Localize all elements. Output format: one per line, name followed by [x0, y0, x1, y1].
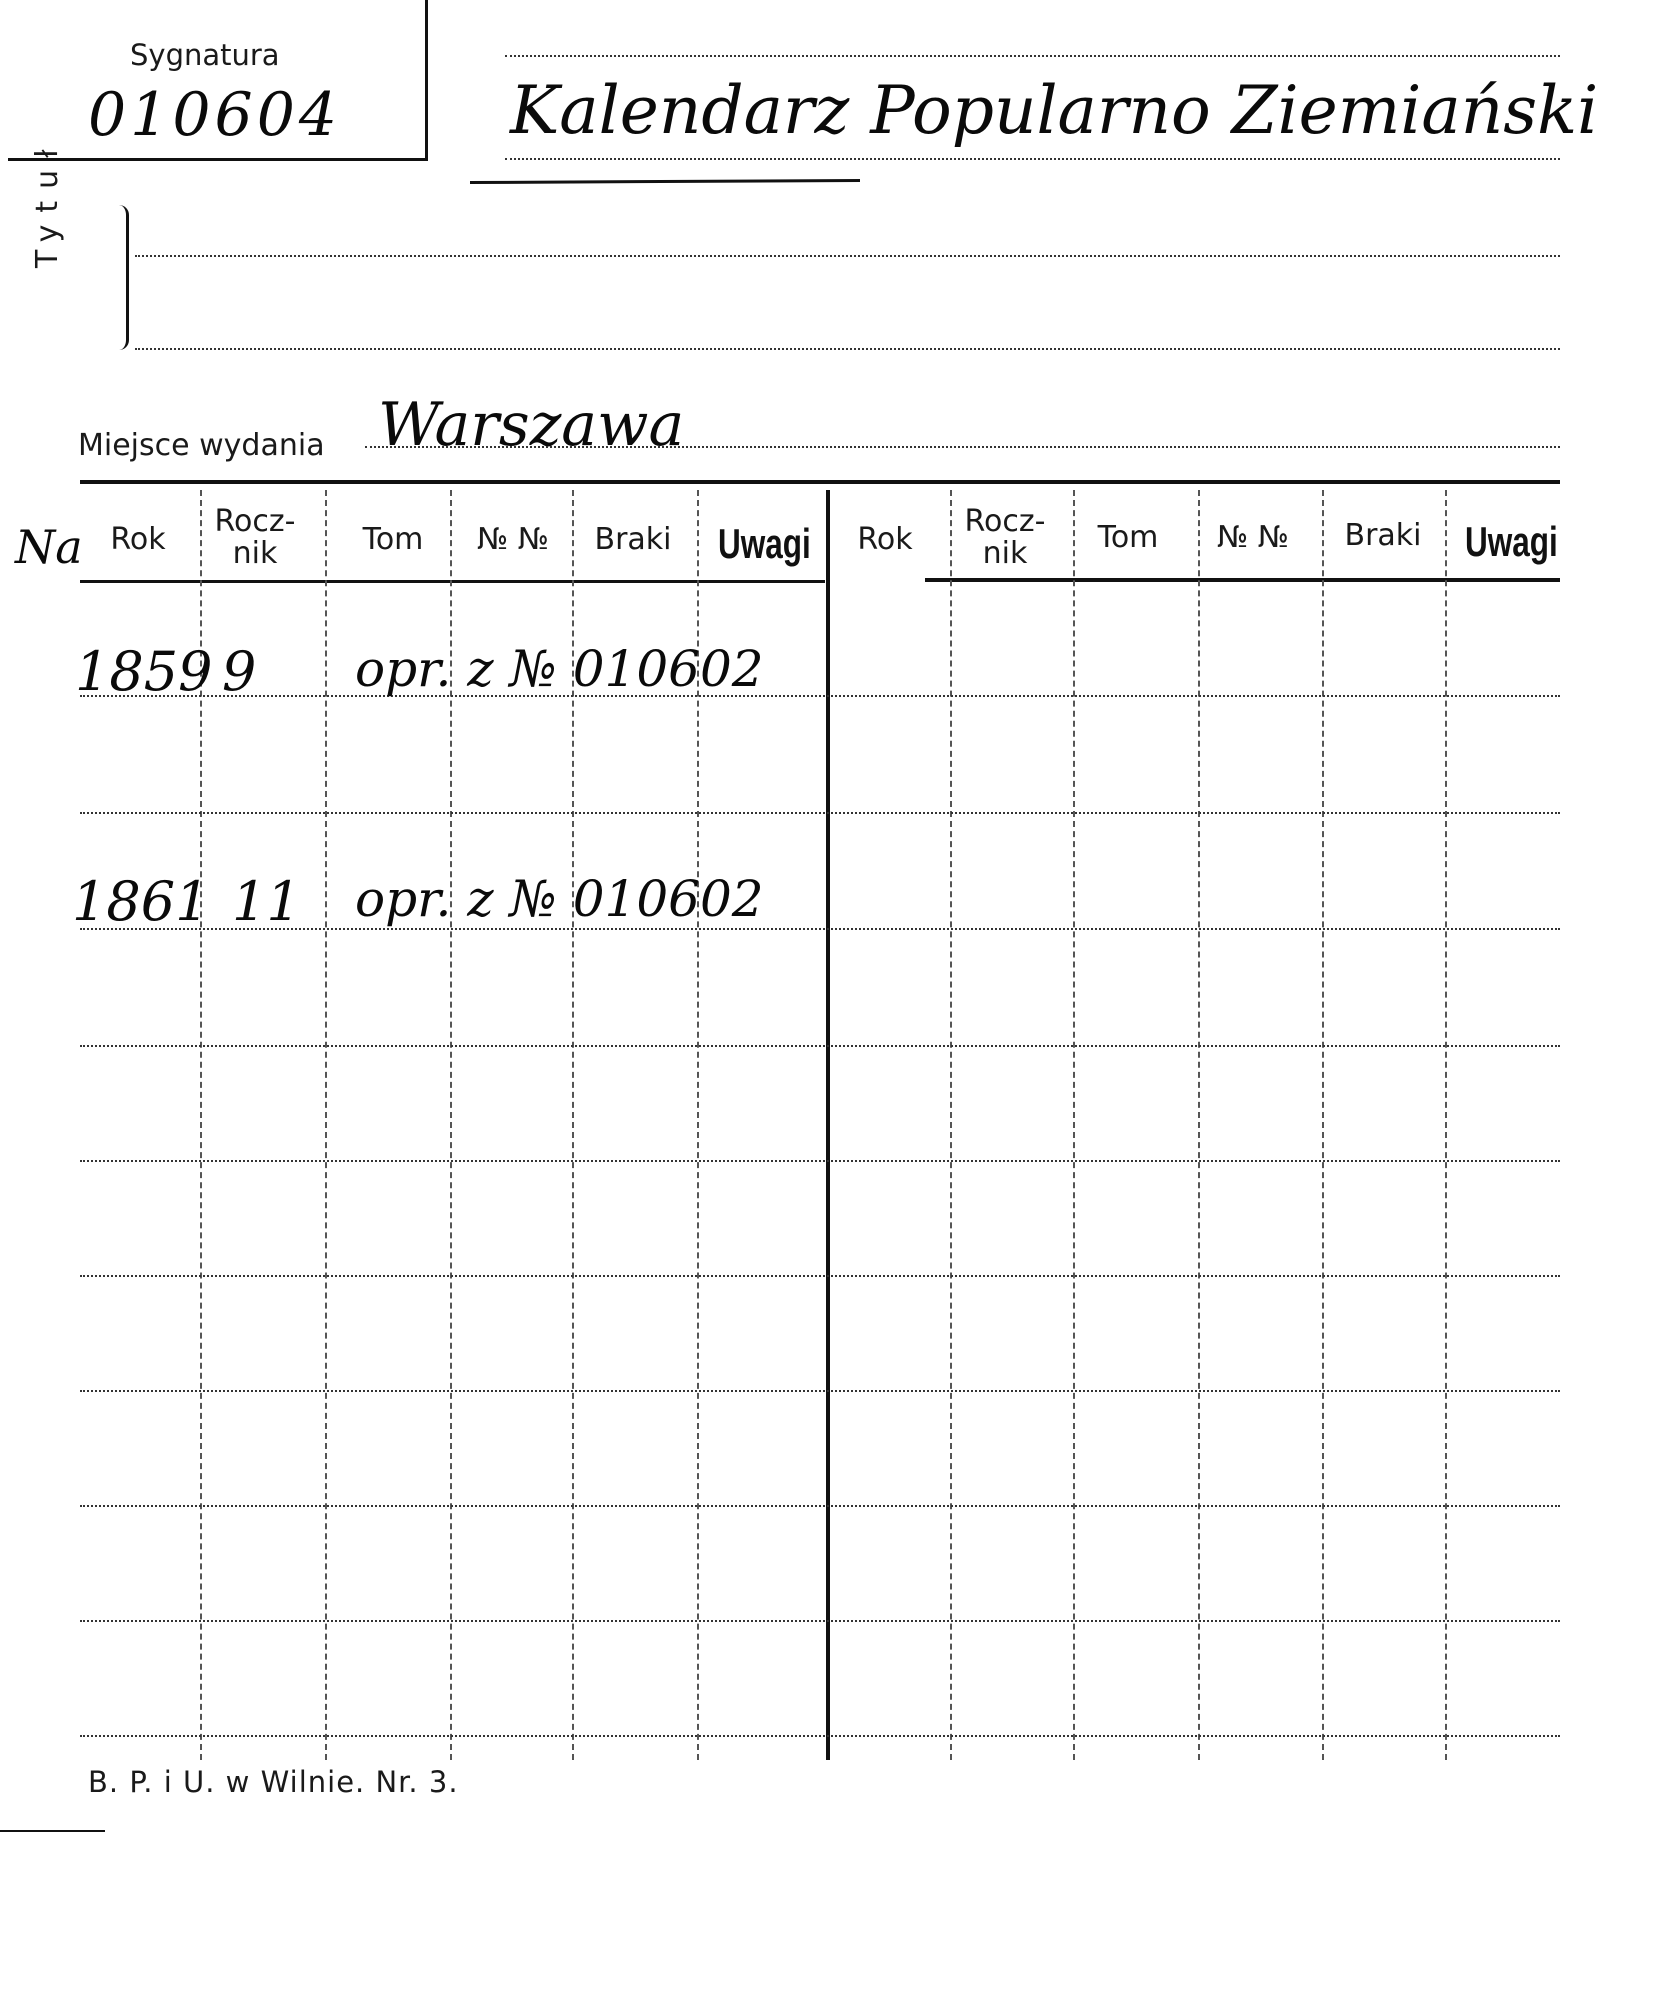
- title-side-label: Tytuł: [30, 137, 65, 268]
- col-header-numery-right: № №: [1217, 520, 1289, 555]
- rocznik-line-1: Rocz-: [964, 504, 1046, 539]
- place-label: Miejsce wydania: [78, 428, 325, 463]
- col-sep: [1322, 490, 1324, 1760]
- central-divider: [826, 490, 830, 1760]
- col-sep: [325, 490, 327, 1760]
- row-line: [80, 695, 1560, 697]
- col-header-numery-left: № №: [477, 522, 549, 557]
- row-line: [80, 928, 1560, 930]
- col-header-uwagi-left: Uwagi: [718, 520, 811, 567]
- col-header-uwagi-right: Uwagi: [1465, 518, 1558, 565]
- title-line-2: [135, 255, 1560, 257]
- footer-text: B. P. i U. w Wilnie. Nr. 3.: [88, 1765, 459, 1799]
- row-line: [80, 1045, 1560, 1047]
- signature-box-right: [425, 0, 428, 160]
- signature-label: Sygnatura: [130, 38, 280, 72]
- header-rule-right: [925, 578, 1560, 582]
- header-rule-left: [80, 580, 825, 583]
- title-handwritten: Kalendarz Popularno Ziemiański: [510, 72, 1599, 149]
- col-header-tom-right: Tom: [1097, 520, 1159, 555]
- row-line: [80, 812, 1560, 814]
- col-header-rocznik-left: [200, 506, 310, 570]
- signature-value: 010604: [88, 80, 342, 150]
- entry-1-tom: opr. z № 010602: [355, 640, 764, 698]
- col-header-tom-left: Tom: [362, 522, 424, 557]
- entry-1-rok: 1859: [75, 640, 213, 703]
- row-line: [80, 1275, 1560, 1277]
- rocznik-line-1: Rocz-: [214, 504, 296, 539]
- title-line-1: [505, 158, 1560, 160]
- entry-2-rocznik: 11: [232, 870, 301, 933]
- place-value: Warszawa: [378, 390, 685, 460]
- title-top-dots: [505, 55, 1560, 57]
- col-sep: [1073, 490, 1075, 1760]
- col-header-rok-right: Rok: [857, 522, 913, 557]
- row-line: [80, 1390, 1560, 1392]
- place-line: [365, 446, 1560, 448]
- signature-box-bottom: [8, 158, 428, 161]
- col-sep: [1198, 490, 1200, 1760]
- edge-mark: [0, 1830, 105, 1832]
- entry-2-rok: 1861: [72, 870, 210, 933]
- rocznik-line-2: nik: [982, 536, 1028, 571]
- col-sep: [950, 490, 952, 1760]
- col-header-rocznik-right: [950, 506, 1060, 570]
- row-line: [80, 1160, 1560, 1162]
- rocznik-line-2: nik: [232, 536, 278, 571]
- row-line: [80, 1505, 1560, 1507]
- col-header-rok-left: Rok: [110, 522, 166, 557]
- row-line: [80, 1620, 1560, 1622]
- entry-1-rocznik: 9: [222, 640, 257, 703]
- title-brace: [108, 205, 129, 350]
- entry-2-tom: opr. z № 010602: [355, 870, 764, 928]
- table-top-rule: [80, 480, 1560, 484]
- col-header-braki-left: Braki: [594, 522, 672, 557]
- row-marker: Na: [15, 520, 83, 574]
- col-sep: [1445, 490, 1447, 1760]
- col-header-braki-right: Braki: [1344, 518, 1422, 553]
- title-underline: [470, 179, 860, 184]
- title-line-3: [135, 348, 1560, 350]
- row-line: [80, 1735, 1560, 1737]
